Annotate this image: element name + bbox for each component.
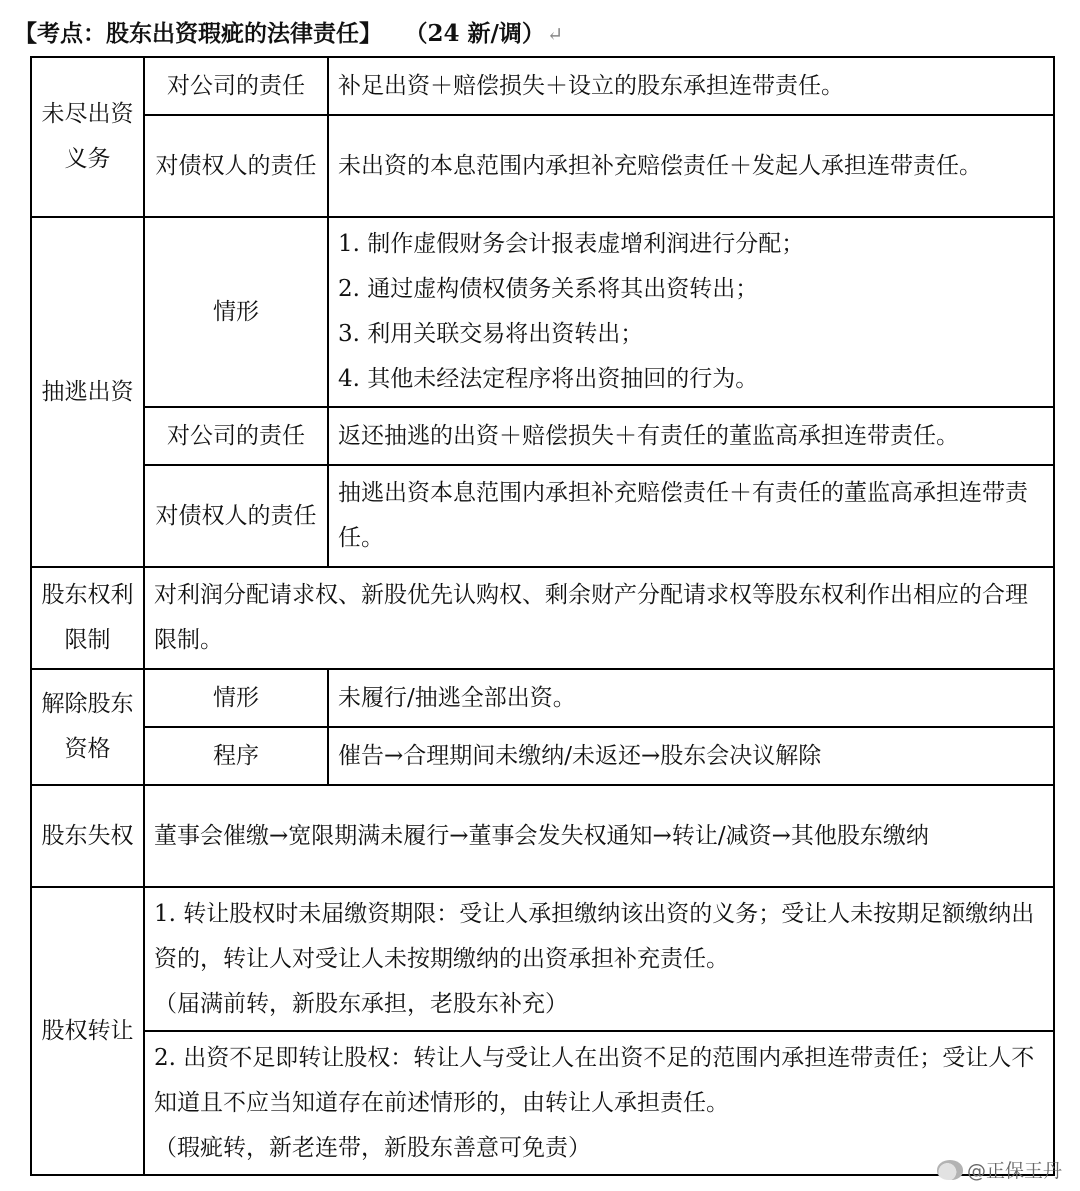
table-row: [31, 669, 1054, 727]
list-item: 4. 其他未经法定程序将出资抽回的行为。: [338, 366, 759, 392]
table-row: [31, 785, 1054, 887]
table-row: [31, 407, 1054, 465]
table-row: [31, 115, 1054, 217]
list-item: 1. 转让股权时未届缴资期限：受让人承担缴纳该出资的义务；受让人未按期足额缴纳出资的，转让人对受让人未按期缴纳的出资承担补充责任。: [154, 900, 1035, 972]
category-cell: 未尽出资义务: [31, 57, 144, 217]
content-cell: 未履行/抽逃全部出资。: [328, 669, 1054, 727]
content-cell: [144, 1031, 1054, 1175]
label-cell: 对公司的责任: [144, 57, 328, 115]
label-cell: 情形: [144, 217, 328, 407]
table-row: [31, 57, 1054, 115]
content-cell: 补足出资＋赔偿损失＋设立的股东承担连带责任。: [328, 57, 1054, 115]
label-cell: 对公司的责任: [144, 407, 328, 465]
category-cell: 解除股东资格: [31, 669, 144, 785]
content-cell: [328, 217, 1054, 407]
content-cell: 董事会催缴→宽限期满未履行→董事会发失权通知→转让/减资→其他股东缴纳: [144, 785, 1054, 887]
watermark-text: @正保王丹: [966, 1160, 1062, 1182]
list-item-note: （瑕疵转，新老连带，新股东善意可免责）: [154, 1134, 591, 1161]
table-row: [31, 727, 1054, 785]
list-item: 3. 利用关联交易将出资转出；: [338, 321, 644, 347]
content-cell: 对利润分配请求权、新股优先认购权、剩余财产分配请求权等股东权利作出相应的合理限制。: [144, 567, 1054, 669]
label-cell: 程序: [144, 727, 328, 785]
watermark: [937, 1156, 1062, 1183]
content-cell: 返还抽逃的出资＋赔偿损失＋有责任的董监高承担连带责任。: [328, 407, 1054, 465]
list-item: 2. 通过虚构债权债务关系将其出资转出；: [338, 276, 759, 302]
list-item: 2. 出资不足即转让股权：转让人与受让人在出资不足的范围内承担连带责任；受让人不知道且不应当知道存在前述情形的，由转让人承担责任。: [154, 1044, 1035, 1116]
label-cell: 情形: [144, 669, 328, 727]
heading-tag: （24 新/调）: [416, 20, 545, 47]
heading-title: 【考点：股东出资瑕疵的法律责任】: [14, 20, 382, 47]
category-cell: 抽逃出资: [31, 217, 144, 567]
liability-table: [30, 56, 1055, 1176]
content-cell: 未出资的本息范围内承担补充赔偿责任＋发起人承担连带责任。: [328, 115, 1054, 217]
table-row: [31, 465, 1054, 567]
list-item: 1. 制作虚假财务会计报表虚增利润进行分配；: [338, 231, 805, 257]
label-cell: 对债权人的责任: [144, 115, 328, 217]
content-cell: 催告→合理期间未缴纳/未返还→股东会决议解除: [328, 727, 1054, 785]
content-cell: 抽逃出资本息范围内承担补充赔偿责任＋有责任的董监高承担连带责任。: [328, 465, 1054, 567]
table-row: [31, 567, 1054, 669]
category-cell: 股权转让: [31, 887, 144, 1175]
list-item-note: （届满前转，新股东承担，老股东补充）: [154, 990, 568, 1017]
page-heading: [14, 14, 563, 54]
table-row: [31, 1031, 1054, 1175]
table-row: [31, 887, 1054, 1031]
content-cell: [144, 887, 1054, 1031]
category-cell: 股东失权: [31, 785, 144, 887]
label-cell: 对债权人的责任: [144, 465, 328, 567]
return-mark-icon: ↵: [546, 23, 564, 46]
weibo-logo-icon: [937, 1160, 963, 1180]
category-cell: 股东权利限制: [31, 567, 144, 669]
table-row: [31, 217, 1054, 407]
